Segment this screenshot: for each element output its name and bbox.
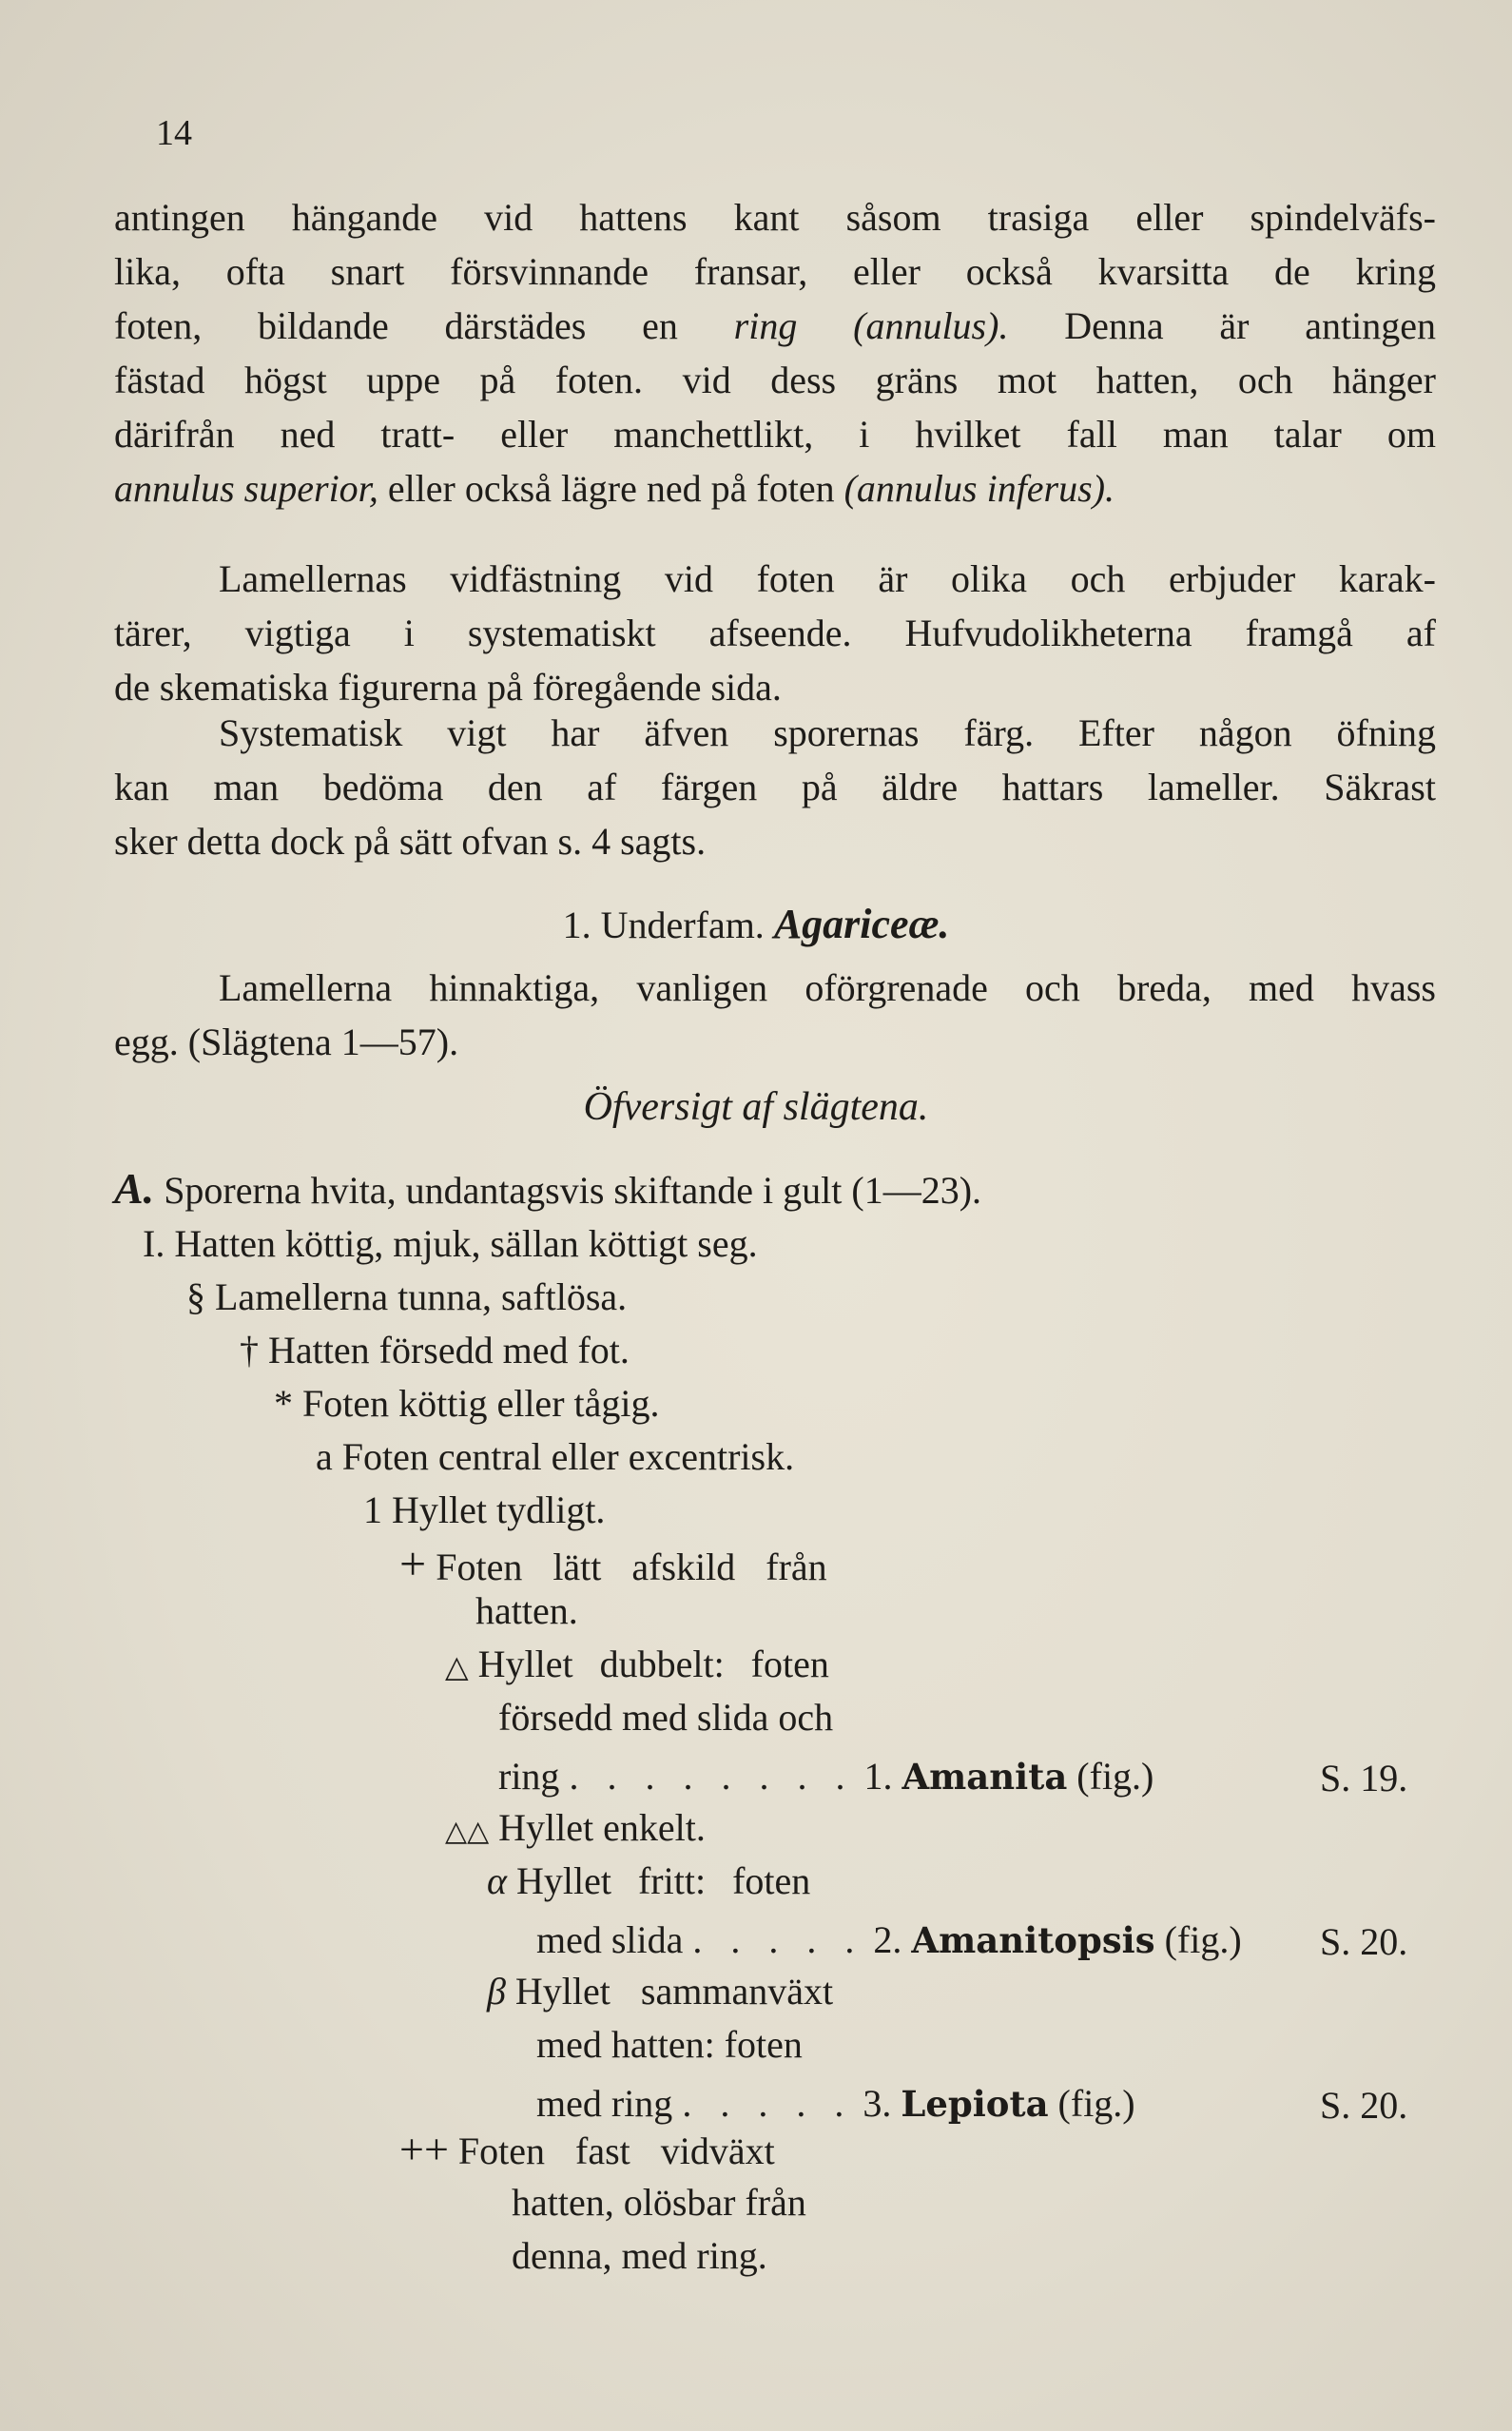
text-line: annulus superior, eller också lägre ned på foten (annulus inferus). (114, 467, 1115, 510)
genus-lepiota: Lepiota (901, 2083, 1049, 2125)
text-line: Systematisk vigt har äfven sporernas färg. Efter någon öfning (219, 711, 1436, 754)
key-dagger: † Hatten försedd med fot. (240, 1329, 630, 1371)
text-line: lika, ofta snart försvinnande fransar, eller också kvarsitta de kring (114, 250, 1436, 293)
text-line: därifrån ned tratt- eller manchettlikt, i hvilket fall man talar om (114, 413, 1436, 456)
key-triangle-cont: försedd med slida och (498, 1696, 834, 1739)
key-alpha: a Foten central eller excentrisk. (316, 1435, 795, 1478)
key-beta: β Hyllet sammanväxt (487, 1970, 834, 2013)
key-alpha-2: α Hyllet fritt: foten (487, 1859, 811, 1902)
subfamily-name: Agariceæ. (773, 901, 950, 947)
key-double-plus: ++ Foten fast vidväxt (399, 2125, 775, 2173)
page-ref-2: S. 20. (1320, 1920, 1408, 1963)
text-line: Lamellerna hinnaktiga, vanligen oförgrenade och breda, med hvass (219, 966, 1436, 1009)
page-ref-3: S. 20. (1320, 2084, 1408, 2127)
key-genus-1: ring . . . . . . . . 1. Amanita (fig.) (498, 1755, 1154, 1798)
text-line: tärer, vigtiga i systematiskt afseende. Hufvudolikheterna framgå af (114, 612, 1436, 654)
text-line: fästad högst uppe på foten. vid dess gräns mot hatten, och hänger (114, 359, 1436, 401)
ring-term: ring (annulus). (733, 304, 1009, 347)
genus-amanita: Amanita (901, 1756, 1068, 1798)
genus-amanitopsis: Amanitopsis (911, 1919, 1155, 1961)
key-beta-cont: med hatten: foten (536, 2023, 803, 2066)
subfamily-description (114, 961, 1436, 1069)
key-genus-2: med slida . . . . . 2. Amanitopsis (fig.) (536, 1918, 1242, 1961)
key-section: § Lamellerna tunna, saftlösa. (186, 1275, 628, 1318)
text-line: Lamellernas vidfästning vid foten är olika och erbjuder karak- (219, 557, 1436, 600)
key-A: A. Sporerna hvita, undantagsvis skiftande i gult (1—23). (114, 1164, 982, 1213)
overview-title: Öfversigt af slägtena. (583, 1085, 929, 1129)
lamellae-paragraph (114, 552, 1436, 714)
intro-paragraph (114, 190, 1436, 515)
text-line: foten, bildande därstädes en ring (annulus). Denna är antingen (114, 304, 1437, 347)
key-star: * Foten köttig eller tågig. (274, 1382, 660, 1425)
spore-colour-paragraph (114, 706, 1436, 868)
subfamily-heading: 1. Underfam. Agariceæ. (562, 901, 950, 947)
key-one: 1 Hyllet tydligt. (363, 1488, 606, 1531)
key-triangle: △ Hyllet dubbelt: foten (445, 1643, 829, 1685)
key-I: I. Hatten köttig, mjuk, sällan köttigt seg. (143, 1222, 758, 1265)
annulus-inferus-term: (annulus inferus). (843, 467, 1115, 510)
text-line: egg. (Slägtena 1—57). (114, 1021, 459, 1063)
text-line: sker detta dock på sätt ofvan s. 4 sagts. (114, 820, 707, 863)
text-line: de skematiska figurerna på föregående sida. (114, 666, 782, 709)
key-plus-cont: hatten. (475, 1589, 578, 1632)
page-number: 14 (156, 113, 192, 153)
text-line: antingen hängande vid hattens kant såsom trasiga eller spindelväfs- (114, 196, 1436, 239)
text-line: kan man bedöma den af färgen på äldre hattars lameller. Säkrast (114, 766, 1436, 808)
key-double-plus-cont-2: denna, med ring. (512, 2234, 767, 2277)
key-genus-3: med ring . . . . . 3. Lepiota (fig.) (536, 2082, 1135, 2125)
key-plus: + Foten lätt afskild från (399, 1537, 827, 1590)
key-double-plus-cont: hatten, olösbar från (512, 2181, 806, 2224)
annulus-superior-term: annulus superior, (114, 467, 378, 510)
key-double-triangle: △△ Hyllet enkelt. (445, 1806, 706, 1849)
page-ref-1: S. 19. (1320, 1757, 1408, 1799)
